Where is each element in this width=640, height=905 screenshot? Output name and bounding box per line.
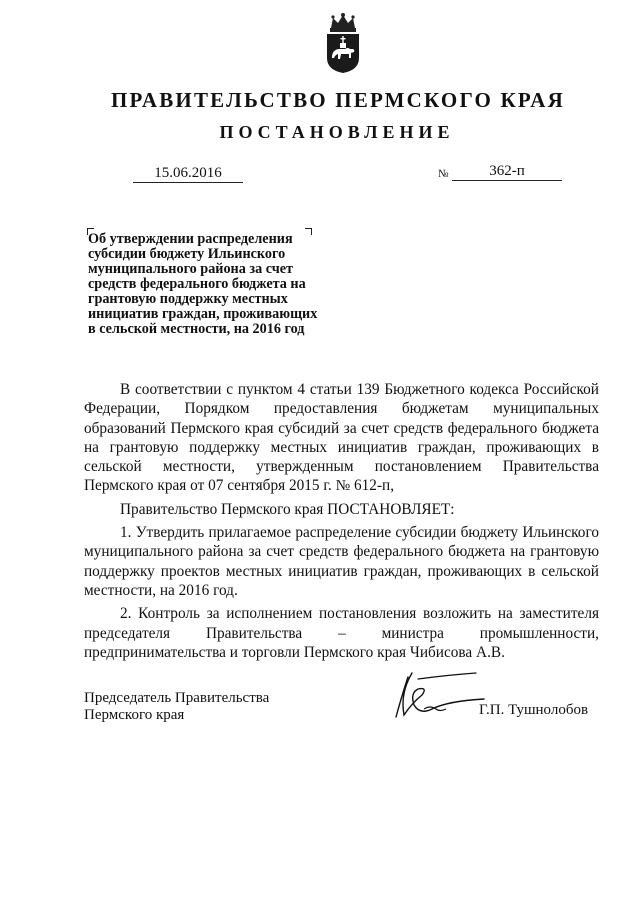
- coat-of-arms-icon: [323, 12, 363, 74]
- document-body: [84, 380, 599, 662]
- document-date: 15.06.2016: [133, 164, 243, 183]
- body-paragraph-item-2: 2. Контроль за исполнением постановления возложить на заместителя председателя Правительства – министра промышленности, предпринимательства и торговли Пермского края Чибисова А.В.: [84, 605, 599, 661]
- signer-position-line-2: Пермского края: [84, 707, 185, 723]
- document-number: 362-п: [452, 162, 562, 181]
- body-paragraph-legal-basis: В соответствии с пунктом 4 статьи 139 Бюджетного кодекса Российской Федерации, Порядком предоставления бюджетам муниципальных образований Пермского края субсидий за счет средств федерального бюджета на грантовую поддержку местных инициатив граждан, проживающих в сельской местности, утвержденным постановлением Правительства Пермского края от 07 сентября 2015 г. № 612-п,: [84, 381, 599, 495]
- document-subject: Об утверждении распределения субсидии бюджету Ильинского муниципального района за счет средств федерального бюджета на грантовую поддержку местных инициатив граждан, проживающих в сельской местности, на 2016 год: [88, 231, 318, 337]
- signer-name: Г.П. Тушнолобов: [479, 702, 589, 718]
- signer-position-line-1: Председатель Правительства: [84, 690, 270, 706]
- body-paragraph-resolves: Правительство Пермского края ПОСТАНОВЛЯЕТ:: [120, 500, 455, 518]
- body-paragraph-item-1: 1. Утвердить прилагаемое распределение субсидии бюджету Ильинского муниципального района за счет средств федерального бюджета на грантовую поддержку проектов местных инициатив граждан, проживающих в сельской местности, на 2016 год.: [84, 524, 599, 599]
- number-sign: №: [438, 168, 449, 180]
- signer-position: [84, 690, 269, 724]
- document-type: ПОСТАНОВЛЕНИЕ: [219, 122, 455, 142]
- government-title: ПРАВИТЕЛЬСТВО ПЕРМСКОГО КРАЯ: [110, 88, 565, 112]
